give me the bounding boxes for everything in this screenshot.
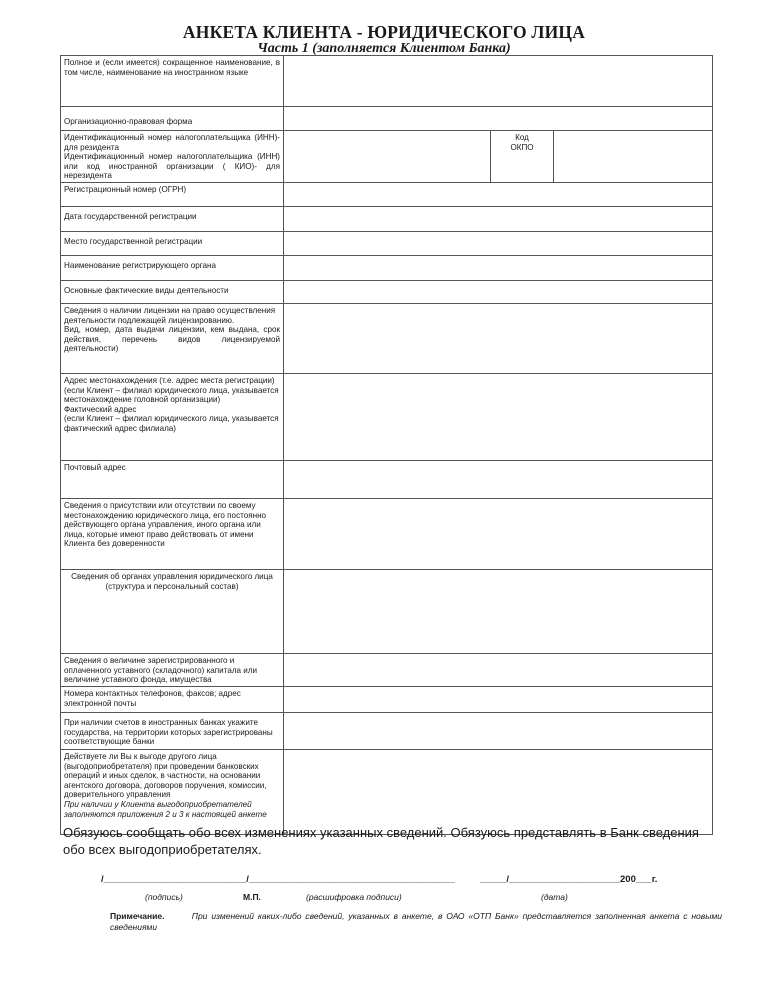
decode-caption: (расшифровка подписи) (306, 892, 402, 902)
stamp-caption: М.П. (243, 892, 261, 902)
legal-form-field[interactable] (284, 107, 713, 131)
ogrn-label: Регистрационный номер (ОГРН) (61, 182, 284, 206)
date-line[interactable]: _____/_____________________200___г. (480, 874, 658, 885)
contacts-field[interactable] (284, 686, 713, 712)
foreign-accounts-label (61, 712, 284, 749)
presence-label: Сведения о присутствии или отсутствии по своему местонахождению юридического лица, его постоянно действующего органа управления, иного органа или лица, которые имеют право действовать от имени Клиента без доверенности (61, 498, 284, 569)
capital-field[interactable] (284, 653, 713, 686)
license-text: Сведения о наличии лицензии на право осуществления деятельности подлежащей лицензированию. (64, 305, 276, 325)
inn-nonresident-text: Идентификационный номер налогоплательщика (ИНН) или код иностранной организации ( КИО)- для нерезидента (64, 152, 280, 181)
license-details-text: Вид, номер, дата выдачи лицензии, кем выдана, срок действия, перечень видов лицензируемой деятельности) (64, 325, 280, 354)
foreign-accounts-field[interactable] (284, 712, 713, 749)
postal-field[interactable] (284, 460, 713, 498)
reg-date-field[interactable] (284, 206, 713, 231)
reg-date-text: Дата государственной регистрации (64, 211, 197, 221)
actual-address-text: Фактический адрес (64, 404, 137, 414)
full-name-field[interactable] (284, 56, 713, 107)
form-row (61, 280, 713, 303)
form-row (61, 712, 713, 749)
form-row (61, 569, 713, 653)
form-row (61, 653, 713, 686)
signature-caption: (подпись) (145, 892, 183, 902)
reg-authority-label (61, 255, 284, 280)
postal-label: Почтовый адрес (61, 460, 284, 498)
activities-field[interactable] (284, 280, 713, 303)
form-row (61, 460, 713, 498)
form-row (61, 182, 713, 206)
form-row (61, 498, 713, 569)
date-caption: (дата) (541, 892, 568, 902)
activities-text: Основные фактические виды деятельности (64, 285, 229, 295)
commitment-statement: Обязуюсь сообщать обо всех изменениях указанных сведений. Обязуюсь представлять в Банк сведения обо всех выгодоприобретателях. (63, 825, 699, 857)
address-label (61, 373, 284, 460)
license-label (61, 303, 284, 373)
form-row (61, 686, 713, 712)
ogrn-field[interactable] (284, 182, 713, 206)
actual-address-note: (если Клиент – филиал юридического лица, указывается фактический адрес филиала) (64, 414, 279, 433)
form-row (61, 373, 713, 460)
inn-resident-text: Идентификационный номер налогоплательщика (ИНН)- для резидента (64, 133, 280, 152)
note-text: При изменений каких-либо сведений, указанных в анкете, в ОАО «ОТП Банк» представляется заполненная анкета с новыми сведениями (110, 911, 723, 932)
form-row (61, 231, 713, 255)
reg-authority-text: Наименование регистрирующего органа (64, 260, 216, 270)
form-row (61, 56, 713, 107)
form-row (61, 255, 713, 280)
form-row (61, 206, 713, 231)
note-label: Примечание. (110, 911, 165, 921)
contacts-label: Номера контактных телефонов, факсов; адрес электронной почты (61, 686, 284, 712)
form-row (61, 131, 713, 183)
management-label: Сведения об органах управления юридического лица (структура и персональный состав) (61, 569, 284, 653)
form-row (61, 107, 713, 131)
page-title: АНКЕТА КЛИЕНТА - ЮРИДИЧЕСКОГО ЛИЦА (182, 22, 586, 42)
client-form-table (60, 55, 713, 835)
reg-place-field[interactable] (284, 231, 713, 255)
form-row (61, 303, 713, 373)
beneficiary-field[interactable] (284, 749, 713, 834)
inn-field[interactable] (284, 131, 491, 183)
activities-label (61, 280, 284, 303)
okpo-text: Код ОКПО (510, 133, 534, 152)
reg-authority-field[interactable] (284, 255, 713, 280)
beneficiary-label (61, 749, 284, 834)
foreign-accounts-text: При наличии счетов в иностранных банках укажите государства, на территории которых зарегистрированы соответствующие банки (64, 717, 273, 747)
inn-label (61, 131, 284, 183)
reg-date-label (61, 206, 284, 231)
management-field[interactable] (284, 569, 713, 653)
reg-place-label (61, 231, 284, 255)
legal-form-label (61, 107, 284, 131)
address-field[interactable] (284, 373, 713, 460)
beneficiary-text: Действуете ли Вы к выгоде другого лица (выгодоприобретателя) при проведении банковских операций и иных сделок, в частности, на основании агентского договора, договоров поручения, комиссии, доверительного управления (64, 751, 267, 800)
capital-label: Сведения о величине зарегистрированного и оплаченного уставного (складочного) капитала или величине уставного фонда, имущества (61, 653, 284, 686)
beneficiary-note: При наличии у Клиента выгодоприобретателей заполняются приложения 2 и 3 к настоящей анкете (64, 799, 267, 819)
reg-place-text: Место государственной регистрации (64, 236, 203, 246)
okpo-field[interactable] (554, 131, 713, 183)
legal-address-text: Адрес местонахождения (т.е. адрес места регистрации) (64, 375, 275, 385)
note (110, 911, 722, 933)
legal-form-text: Организационно-правовая форма (64, 117, 193, 126)
legal-address-note: (если Клиент – филиал юридического лица, указывается местонахождение головной организации) (64, 385, 279, 405)
full-name-label: Полное и (если имеется) сокращенное наименование, в том числе, наименование на иностранном языке (61, 56, 284, 107)
form-row (61, 749, 713, 834)
page-subtitle: Часть 1 (заполняется Клиентом Банка) (257, 41, 511, 56)
signature-line[interactable]: /___________________________/_______________________________________ (101, 874, 455, 885)
presence-field[interactable] (284, 498, 713, 569)
license-field[interactable] (284, 303, 713, 373)
okpo-label (491, 131, 554, 183)
